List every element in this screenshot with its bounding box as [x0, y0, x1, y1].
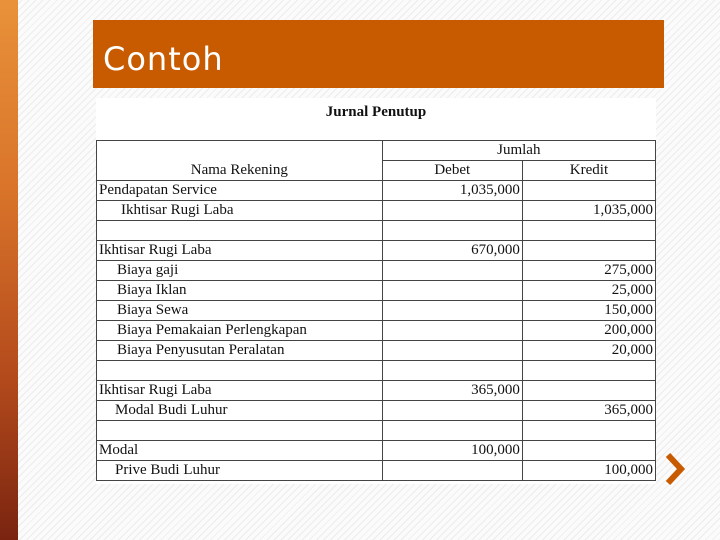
journal-row: [97, 421, 656, 441]
header-row-bottom: [97, 161, 656, 181]
debit-cell: [382, 401, 522, 421]
title-banner: [93, 20, 664, 88]
credit-cell: 200,000: [522, 321, 655, 341]
account-cell: Prive Budi Luhur: [97, 461, 383, 481]
slide-title: Contoh: [103, 40, 224, 78]
credit-cell: [522, 361, 655, 381]
account-cell: Biaya Pemakaian Perlengkapan: [97, 321, 383, 341]
debit-cell: [382, 221, 522, 241]
debit-cell: [382, 421, 522, 441]
account-cell: Ikhtisar Rugi Laba: [97, 241, 383, 261]
account-cell: [97, 221, 383, 241]
account-cell: Modal: [97, 441, 383, 461]
account-cell: Ikhtisar Rugi Laba: [97, 381, 383, 401]
journal-row: [97, 181, 656, 201]
account-cell: [97, 361, 383, 381]
credit-cell: 20,000: [522, 341, 655, 361]
credit-cell: [522, 441, 655, 461]
credit-cell: [522, 421, 655, 441]
journal-row: [97, 401, 656, 421]
closing-journal-table: [96, 140, 656, 481]
debit-cell: [382, 341, 522, 361]
account-cell: Biaya Penyusutan Peralatan: [97, 341, 383, 361]
debit-cell: [382, 321, 522, 341]
debit-cell: [382, 281, 522, 301]
journal-row: [97, 221, 656, 241]
journal-row: [97, 261, 656, 281]
credit-cell: 100,000: [522, 461, 655, 481]
debit-cell: 1,035,000: [382, 181, 522, 201]
account-cell: [97, 421, 383, 441]
credit-cell: 150,000: [522, 301, 655, 321]
credit-cell: [522, 221, 655, 241]
debit-cell: [382, 461, 522, 481]
account-cell: Biaya Sewa: [97, 301, 383, 321]
account-cell: Biaya gaji: [97, 261, 383, 281]
next-chevron-icon[interactable]: [664, 452, 686, 486]
journal-row: [97, 441, 656, 461]
debit-cell: [382, 361, 522, 381]
header-row-top: [97, 141, 656, 161]
journal-row: [97, 381, 656, 401]
debit-cell: 365,000: [382, 381, 522, 401]
account-cell: Modal Budi Luhur: [97, 401, 383, 421]
credit-cell: 25,000: [522, 281, 655, 301]
journal-row: [97, 461, 656, 481]
account-cell: Biaya Iklan: [97, 281, 383, 301]
account-header: Nama Rekening: [97, 161, 383, 181]
debit-cell: [382, 301, 522, 321]
credit-cell: [522, 381, 655, 401]
amount-group-header: Jumlah: [382, 141, 655, 161]
journal-row: [97, 281, 656, 301]
credit-cell: 1,035,000: [522, 201, 655, 221]
account-cell: Ikhtisar Rugi Laba: [97, 201, 383, 221]
left-accent-bar: [0, 0, 18, 540]
credit-cell: [522, 181, 655, 201]
credit-cell: 275,000: [522, 261, 655, 281]
journal-row: [97, 241, 656, 261]
journal-row: [97, 361, 656, 381]
journal-document: [96, 98, 656, 484]
journal-row: [97, 321, 656, 341]
journal-row: [97, 341, 656, 361]
account-cell: Pendapatan Service: [97, 181, 383, 201]
credit-cell: 365,000: [522, 401, 655, 421]
debit-cell: [382, 261, 522, 281]
journal-row: [97, 301, 656, 321]
debit-header: Debet: [382, 161, 522, 181]
debit-cell: [382, 201, 522, 221]
debit-cell: 670,000: [382, 241, 522, 261]
debit-cell: 100,000: [382, 441, 522, 461]
document-title: Jurnal Penutup: [325, 104, 427, 120]
credit-cell: [522, 241, 655, 261]
credit-header: Kredit: [522, 161, 655, 181]
journal-row: [97, 201, 656, 221]
header-empty-cell: [97, 141, 383, 161]
